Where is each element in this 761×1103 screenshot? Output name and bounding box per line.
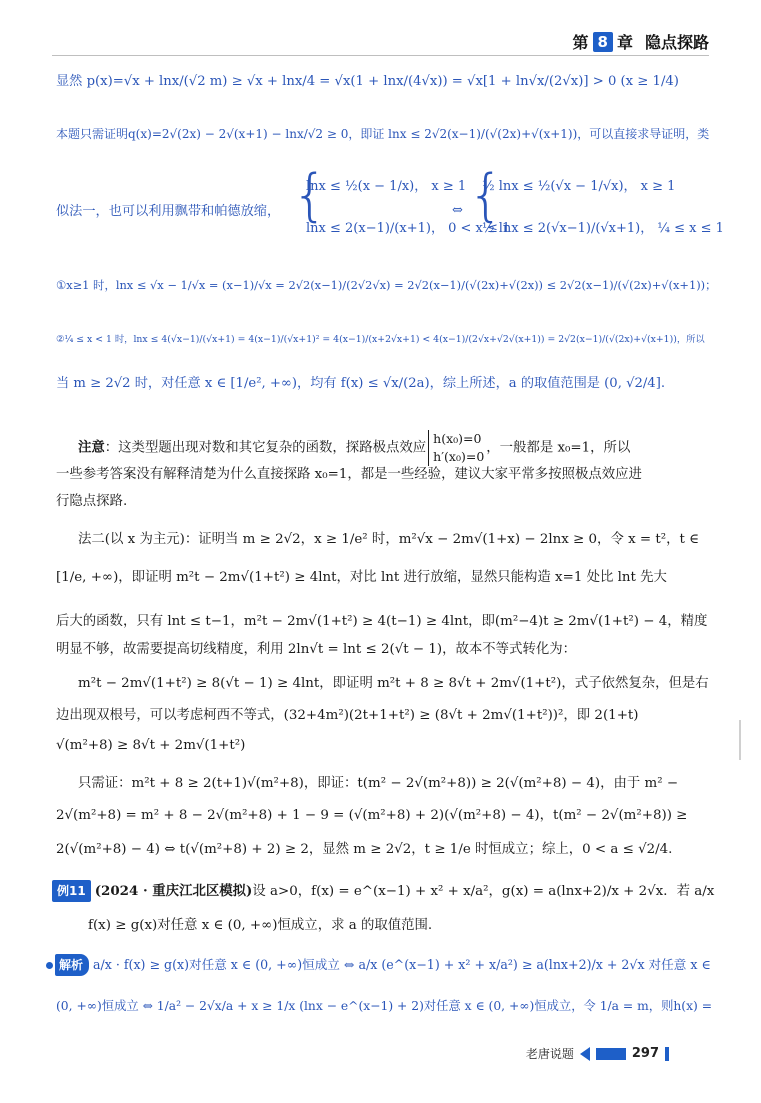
solution-line-4: ①x≥1 时，lnx ≤ √x − 1/√x = (x−1)/√x = 2√2(x−1)/(2√2√x) = 2√2(x−1)/(√(2x)+√(2x)) ≤ 2√2(x−1)/(√(2x)+√(x+1))； [56, 278, 717, 292]
chapter-prefix: 第 [572, 33, 589, 52]
solution-line-6: 当 m ≥ 2√2 时，对任意 x ∈ [1/e², +∞)，均有 f(x) ≤ √x/(2a)，综上所述，a 的取值范围是 (0, √2/4]. [56, 376, 666, 391]
method2-line-5: m²t − 2m√(1+t²) ≥ 8(√t − 1) ≥ 4lnt，即证明 m²t + 8 ≥ 8√t + 2m√(1+t²)，式子依然复杂，但是右 [78, 676, 709, 691]
left-brace-icon: { [292, 163, 328, 228]
note-line-3: 行隐点探路. [56, 494, 128, 509]
note-line-1 [78, 430, 721, 466]
footer-brand: 老唐说题 [525, 1047, 574, 1061]
case-block-b [482, 176, 724, 240]
example-badge: 例11 [52, 880, 91, 902]
note-text: ：这类型题出现对数和其它复杂的函数，探路极点效应 [104, 440, 427, 456]
chapter-suffix: 章 [616, 33, 633, 52]
example-text: 设 a>0，f(x) = e^(x−1) + x² + x/a²，g(x) = a(lnx+2)/x + 2√x．若 a/x [252, 884, 715, 899]
footer-bar-icon [596, 1048, 626, 1060]
method2-line-4: 明显不够，故需要提高切线精度，利用 2ln√t = lnt ≤ 2(√t − 1)，故本不等式转化为： [56, 642, 577, 657]
note-line-2: 一些参考答案没有解释清楚为什么直接探路 x₀=1，都是一些经验，建议大家平常多按照极点效应进 [56, 467, 642, 482]
method2-line-6: 边出现双根号，可以考虑柯西不等式，(32+4m²)(2t+1+t²) ≥ (8√t + 2m√(1+t²))²，即 2(1+t) [56, 708, 639, 723]
chapter-number-badge: 8 [593, 32, 613, 52]
analysis-text-1: a/x · f(x) ≥ g(x)对任意 x ∈ (0, +∞)恒成立 ⇔ a/x (e^(x−1) + x² + x/a²) ≥ a(lnx+2)/x + 2√x 对任意 x ∈ [93, 957, 711, 972]
case-b1: ½ lnx ≤ ½(√x − 1/√x)， x ≥ 1 [482, 179, 676, 194]
note-cases [428, 430, 484, 466]
note-tail: ，一般都是 x₀=1，所以 [486, 440, 631, 456]
analysis-line-1 [46, 954, 721, 976]
method2-line-9: 2√(m²+8) = m² + 8 − 2√(m²+8) + 1 − 9 = (√(m²+8) + 2)(√(m²+8) − 4)，t(m² − 2√(m²+8)) ≥ [56, 808, 688, 823]
analysis-badge: 解析 [55, 954, 89, 976]
note-label: 注意 [78, 439, 105, 456]
note-case-2: h′(x₀)=0 [433, 449, 485, 464]
margin-mark [739, 720, 741, 760]
method2-line-3: 后大的函数，只有 lnt ≤ t−1，m²t − 2m√(1+t²) ≥ 4(t−1) ≥ 4lnt，即(m²−4)t ≥ 2m√(1+t²) − 4，精度 [56, 614, 708, 629]
example-source: (2024 · 重庆江北区模拟) [94, 883, 253, 899]
chapter-header [573, 30, 709, 53]
left-brace-icon-2: { [468, 163, 504, 228]
method2-line-8: 只需证：m²t + 8 ≥ 2(t+1)√(m²+8)，即证：t(m² − 2√(m²+8)) ≥ 2(√(m²+8) − 4)，由于 m² − [78, 776, 679, 791]
footer-tick-icon [665, 1047, 669, 1061]
header-divider [52, 55, 709, 56]
analysis-line-2: (0, +∞)恒成立 ⇔ 1/a² − 2√x/a + x ≥ 1/x (lnx − e^(x−1) + 2)对任意 x ∈ (0, +∞)恒成立，令 1/a = m，则h(x) = [56, 999, 713, 1013]
case-b2: ½ lnx ≤ 2(√x−1)/(√x+1)， ¼ ≤ x ≤ 1 [482, 221, 724, 236]
solution-line-1: 显然 p(x)=√x + lnx/(√2 m) ≥ √x + lnx/4 = √x(1 + lnx/(4√x)) = √x[1 + ln√x/(2√x)] > 0 (x ≥ 1/4) [56, 74, 679, 89]
method2-line-10: 2(√(m²+8) − 4) ⇔ t(√(m²+8) + 2) ≥ 2，显然 m ≥ 2√2，t ≥ 1/e 时恒成立；综上，0 < a ≤ √2/4. [56, 842, 673, 857]
solution-line-2: 本题只需证明q(x)=2√(2x) − 2√(x+1) − lnx/√2 ≥ 0，即证 lnx ≤ 2√2(x−1)/(√(2x)+√(x+1))，可以直接求导证明，类 [56, 127, 710, 141]
method2-line-7: √(m²+8) ≥ 8√t + 2m√(1+t²) [56, 738, 246, 753]
method2-line-2: [1/e, +∞)，即证明 m²t − 2m√(1+t²) ≥ 4lnt，对比 lnt 进行放缩，显然只能构造 x=1 处比 lnt 先大 [56, 570, 667, 585]
example-line-2: f(x) ≥ g(x)对任意 x ∈ (0, +∞)恒成立，求 a 的取值范围. [88, 918, 433, 933]
case-a2: lnx ≤ 2(x−1)/(x+1)， 0 < x ≤ 1 [306, 221, 511, 236]
solution-line-3-lead: 似法一，也可以利用飘带和帕德放缩， [56, 204, 281, 219]
example-line-1 [52, 880, 721, 902]
footer-arrow-icon [580, 1047, 590, 1061]
bullet-dot-icon [46, 962, 53, 969]
chapter-title: 隐点探路 [644, 33, 709, 52]
note-case-1: h(x₀)=0 [433, 431, 482, 446]
method2-line-1: 法二(以 x 为主元)：证明当 m ≥ 2√2，x ≥ 1/e² 时，m²√x − 2m√(1+x) − 2lnx ≥ 0，令 x = t²，t ∈ [78, 532, 700, 547]
page-number: 297 [631, 1046, 659, 1061]
page-footer [526, 1045, 669, 1062]
iff-symbol: ⇔ [452, 203, 463, 218]
case-a1: lnx ≤ ½(x − 1/x)， x ≥ 1 [306, 179, 467, 194]
solution-line-5: ②¼ ≤ x < 1 时，lnx ≤ 4(√x−1)/(√x+1) = 4(x−1)/(√x+1)² = 4(x−1)/(x+2√x+1) < 4(x−1)/(2√x+√2√(x+1)) = 2√2(x−1)/(√(2x)+√(x+1))，所以 [56, 334, 705, 345]
